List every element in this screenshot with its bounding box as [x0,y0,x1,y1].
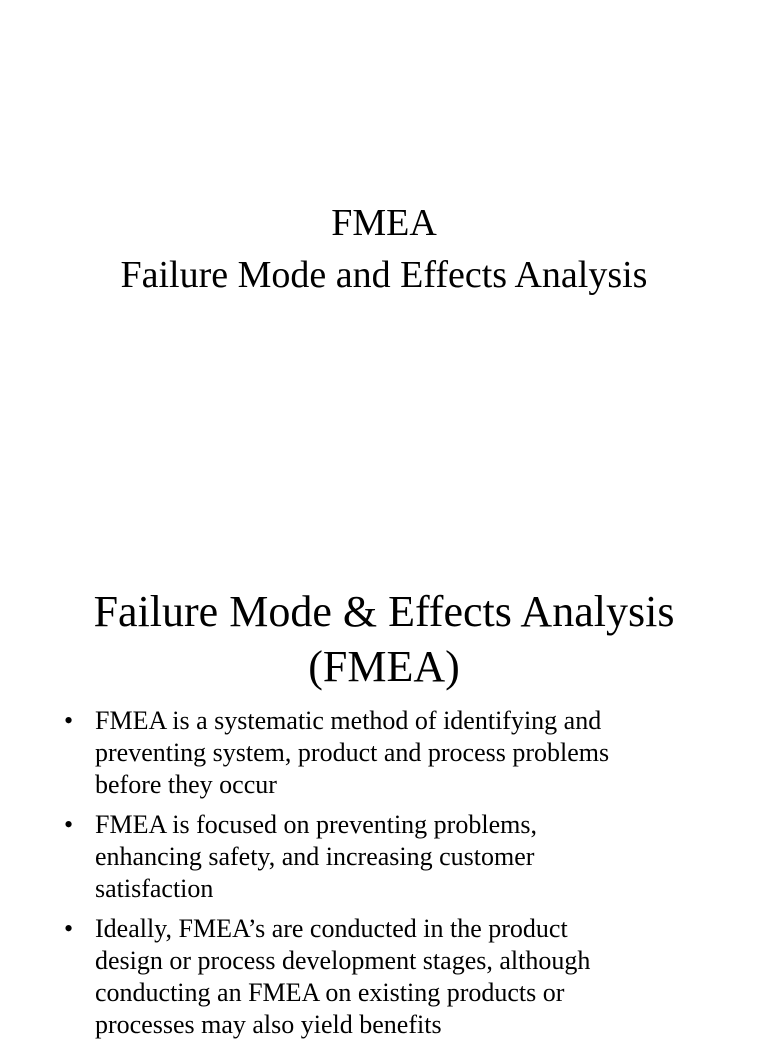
slide-heading [0,584,768,694]
bullet-text-line: Ideally, FMEA’s are conducted in the product [95,914,568,943]
bullet-item [64,705,744,801]
slide-heading-line-2: (FMEA) [308,642,460,691]
bullet-icon: • [64,706,74,735]
slide-heading-line-1: Failure Mode & Effects Analysis [93,587,675,636]
bullet-icon: • [64,810,74,839]
title-acronym: FMEA [331,202,437,244]
bullet-text-line: FMEA is focused on preventing problems, [95,810,537,839]
bullet-text-line: before they occur [95,770,277,799]
bullet-text-line: preventing system, product and process problems [95,738,610,767]
bullet-icon: • [64,914,74,943]
bullet-text-line: satisfaction [95,874,214,903]
slide-overview [0,576,768,1039]
title-heading [0,197,768,301]
bullet-text-line: FMEA is a systematic method of identifying and [95,706,602,735]
bullet-text-line: processes may also yield benefits [95,1010,442,1039]
title-full-name: Failure Mode and Effects Analysis [120,254,648,296]
bullet-item [64,809,744,905]
bullet-text-line: conducting an FMEA on existing products or [95,978,565,1007]
bullet-text-line: enhancing safety, and increasing customer [95,842,535,871]
bullet-text-line: design or process development stages, although [95,946,591,975]
bullet-list [64,705,744,1049]
bullet-item [64,913,744,1041]
